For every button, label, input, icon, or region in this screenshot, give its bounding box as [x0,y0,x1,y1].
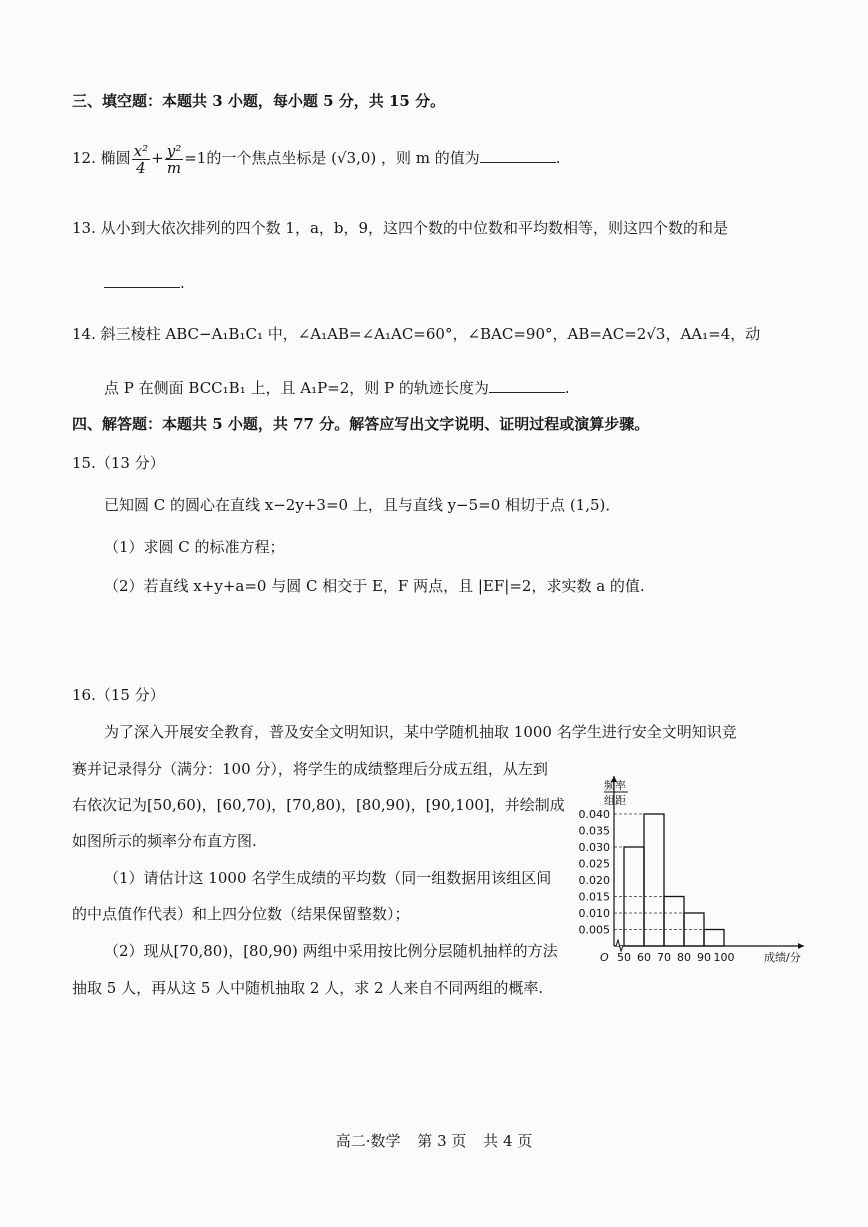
y-tick-label-2: 0.015 [578,890,610,904]
question-16-number: 16.（15 分） [72,686,165,704]
footer-page: 第 3 页 [417,1132,467,1150]
q12-end: . [555,149,561,167]
y-tick-label-1: 0.010 [578,907,610,920]
section-heading-solutions: 四、解答题：本题共 5 小题，共 77 分。解答应写出文字说明、证明过程或演算步骤。 [72,415,650,433]
q12-fraction-x: $\frac{\text{x²}}{4}$ [133,141,149,177]
x-tick-label-50: 50 [617,951,631,964]
x-axis-label: 成绩/分 [764,951,801,964]
q12-fraction-y: $\frac{\text{y²}}{m}$ [166,141,182,177]
question-15-stem: 已知圆 C 的圆心在直线 x−2y+3=0 上，且与直线 y−5=0 相切于点 (1,5)． [104,496,621,514]
frequency-histogram [568,770,808,975]
histogram-bar-90 [704,930,724,947]
y-tick-label-3: 0.020 [578,874,610,887]
q14-end: . [564,379,570,397]
y-tick-label-0: 0.005 [578,923,610,937]
q12-eq: =1的一个焦点坐标是 [184,149,327,167]
q14-answer-blank[interactable] [489,378,565,393]
question-16-part2-line1: （2）现从[70,80)，[80,90) 两组中采用按比例分层随机抽样的方法 [104,942,558,960]
question-16-line2: 赛并记录得分（满分：100 分），将学生的成绩整理后分成五组，从左到 [72,760,548,778]
question-13 [72,217,728,239]
y-tick-label-4: 0.025 [578,857,610,871]
q13-answer-blank[interactable] [104,273,180,288]
question-13-answer-line [104,272,185,294]
q14-number: 14. [72,325,96,343]
question-15-part1: （1）求圆 C 的标准方程； [104,538,285,556]
q13-end: . [180,274,185,292]
footer-total: 共 4 页 [483,1132,533,1150]
histogram-bar-60 [644,814,664,946]
q14-line1: 斜三棱柱 ABC−A₁B₁C₁ 中，∠A₁AB=∠A₁AC=60°，∠BAC=90°，AB=AC=2√3，AA₁=4，动 [100,325,761,343]
question-14-line2 [104,377,570,399]
x-tick-label-80: 80 [677,951,691,964]
x-tick-label-60: 60 [637,951,651,964]
x-axis-arrow [798,943,804,949]
q12-number: 12. [72,149,96,167]
question-12 [72,140,561,176]
question-16-line3: 右依次记为[50,60)，[60,70)，[70,80)，[80,90)，[90,100]，并绘制成 [72,796,565,814]
footer-subject: 高二·数学 [335,1132,401,1150]
origin-label: O [600,951,609,964]
section-heading-fill-blank: 三、填空题：本题共 3 小题，每小题 5 分，共 15 分。 [72,92,446,110]
y-axis-label-bottom: 组距 [604,794,626,807]
q12-point: (√3,0) [331,149,377,167]
question-14 [72,323,760,345]
y-tick-label-5: 0.030 [578,841,610,854]
question-16-part2-line2: 抽取 5 人，再从这 5 人中随机抽取 2 人，求 2 人来自不同两组的概率. [72,979,544,997]
q13-number: 13. [72,219,96,237]
question-16-part1-line2: 的中点值作代表）和上四分位数（结果保留整数）； [72,905,410,923]
q13-text: 从小到大依次排列的四个数 1，a，b，9，这四个数的中位数和平均数相等，则这四个数的和是 [100,219,729,237]
q12-post: ，则 m 的值为 [381,149,480,167]
y-tick-label-7: 0.040 [578,808,610,821]
question-16-part1-line1: （1）请估计这 1000 名学生成绩的平均数（同一组数据用该组区间 [104,869,552,887]
question-16-line4: 如图所示的频率分布直方图. [72,832,257,850]
question-16-line1: 为了深入开展安全教育，普及安全文明知识，某中学随机抽取 1000 名学生进行安全文明知识竞 [104,723,737,741]
x-tick-label-100: 100 [713,951,735,964]
y-tick-label-6: 0.035 [578,824,610,838]
x-tick-label-70: 70 [657,951,671,964]
question-15-part2: （2）若直线 x+y+a=0 与圆 C 相交于 E，F 两点，且 |EF|=2，求实数 a 的值. [104,577,645,595]
question-15-number: 15.（13 分） [72,454,165,472]
y-axis-label-top: 频率 [604,779,626,792]
histogram-bar-70 [664,897,684,947]
page-footer [0,1130,868,1151]
q12-pre: 椭圆 [100,149,131,167]
q14-line2: 点 P 在侧面 BCC₁B₁ 上，且 A₁P=2，则 P 的轨迹长度为 [104,379,489,397]
q12-plus: + [151,149,164,167]
q12-answer-blank[interactable] [480,148,556,163]
x-tick-label-90: 90 [697,951,711,964]
